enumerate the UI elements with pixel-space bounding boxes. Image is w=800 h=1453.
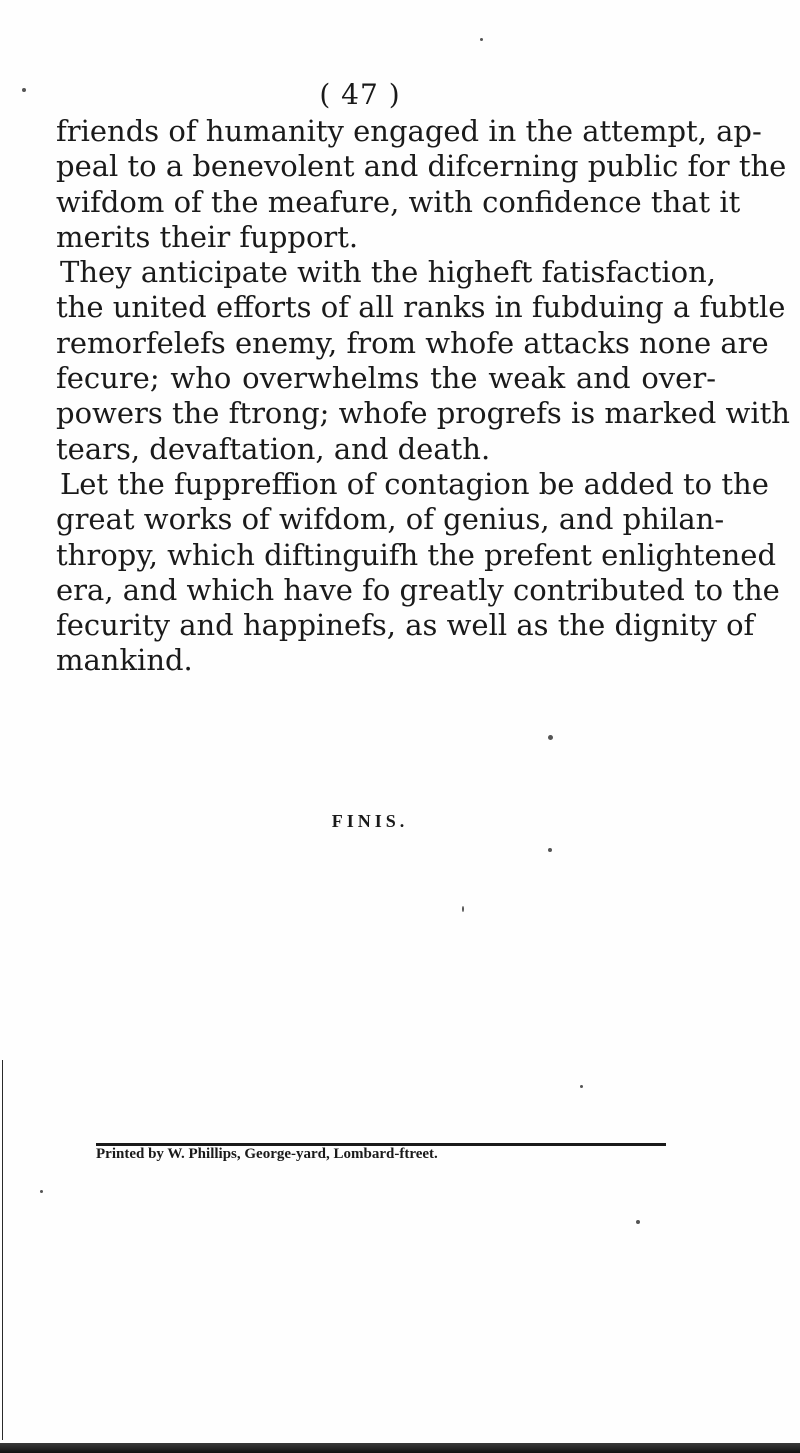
ink-speck (480, 38, 483, 41)
page-number: ( 47 ) (319, 78, 401, 111)
body-text (56, 114, 790, 679)
text-line: friends of humanity engaged in the attempt, ap- (56, 114, 762, 148)
ink-speck (580, 1085, 583, 1088)
ink-speck (636, 1220, 640, 1224)
finis-heading: FINIS. (331, 811, 409, 831)
printer-imprint: Printed by W. Phillips, George-yard, Lombard-ftreet. (96, 1146, 438, 1162)
text-line: mankind. (56, 643, 193, 678)
page-bottom-edge (0, 1443, 800, 1453)
text-line: merits their fupport. (56, 219, 359, 254)
text-line: powers the ftrong; whofe progrefs is marked with (56, 396, 790, 431)
text-line: They anticipate with the higheft fatisfaction, (60, 255, 716, 290)
ink-speck (22, 88, 26, 92)
text-line: era, and which have fo greatly contributed to the (56, 572, 780, 607)
text-line: wifdom of the meafure, with confidence that it (56, 184, 741, 219)
text-line: great works of wifdom, of genius, and philan- (56, 502, 725, 537)
ink-speck (462, 906, 464, 912)
page-edge-line (2, 1060, 3, 1440)
text-line: tears, devaftation, and death. (56, 431, 491, 466)
text-line: peal to a benevolent and difcerning public for the (56, 149, 787, 184)
ink-speck (548, 735, 553, 740)
text-line: thropy, which diftinguifh the prefent enlightened (56, 537, 777, 572)
text-line: fecurity and happinefs, as well as the dignity of (56, 608, 755, 643)
text-line: the united efforts of all ranks in fubduing a fubtle (56, 290, 786, 325)
ink-speck (40, 1190, 43, 1193)
text-line: fecure; who overwhelms the weak and over- (56, 361, 716, 396)
text-line: Let the fuppreffion of contagion be added to the (60, 466, 769, 501)
text-line: remorfelefs enemy, from whofe attacks none are (56, 325, 769, 360)
ink-speck (548, 848, 552, 852)
